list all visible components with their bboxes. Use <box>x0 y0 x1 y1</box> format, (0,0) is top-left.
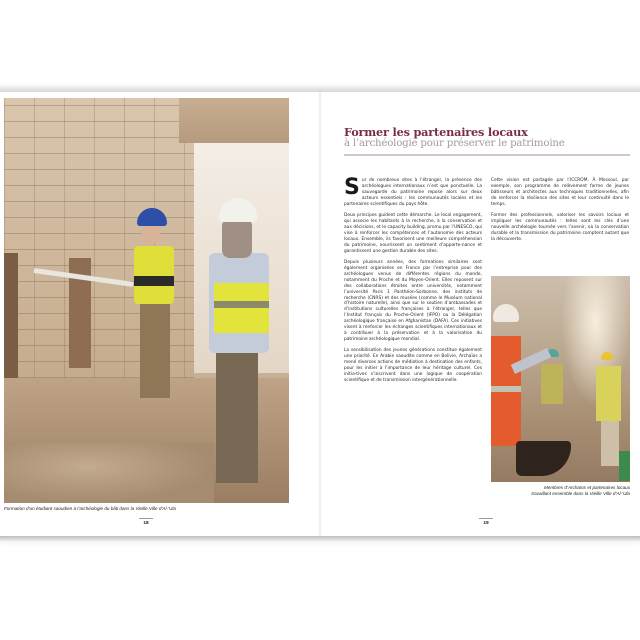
paragraph: Deux principes guident cette démarche. Le local engagement, qui associe les habitants à la recherche, à la conservation et aux décisions, et le capacity building, promu par l’UNESCO, qui vise à renforcer les compétences et l’autonomie des acteurs locaux. Ensemble, ils favorisent une meilleure compréhension du patrimoine, nourrissent un sentiment d’apparte-nance et garantissent une gestion durable des sites. <box>344 213 482 254</box>
page-number-right: 19 <box>474 518 498 526</box>
paragraph: Cette vision est partagée par l’ICCROM. À Mossoul, par exemple, son programme de relèvement forme de jeunes bâtisseurs et architectes aux techniques traditionnelles, afin de renforcer la résilience des sites et leur continuité dans le temps. <box>491 178 629 207</box>
photo-doorway <box>4 253 18 383</box>
left-photo-caption: Formation d’un étudiant saoudien à l’archéologie du bâti dans la Vieille Ville d’Al-‘Ula <box>4 506 176 511</box>
paragraph: Depuis plusieurs années, des formations similaires sont également organisées en France par l’entreprise pour des archéologues venus de différentes régions du monde, notamment du Proche et du Moyen-Orient. Elles reposent sur des collaborations étroites entre universités, notamment l’université Paris 1 Panthéon-Sorbonne, des instituts de recherche (CNRS) et des musées (comme le Muséum national d’histoire naturelle), ainsi que sur le soutien d’ambassades et d’institutions culturelles françaises à l’étranger, telles que l’Institut français du Proche-Orient (IFPO) ou la Délégation archéologique française en Afghanistan (DAFA). Ces initiatives visent à renforcer les échanges scientifiques internationaux et à contribuer à la préservation et à la valorisation du patrimoine archéologique mondial. <box>344 260 482 342</box>
caption-line: Membres d’Archaïos et partenaires locaux <box>543 485 630 490</box>
paragraph: La sensibilisation des jeunes générations constitue également une priorité. En Arabie saoudite comme en Bolivie, Archaïos a mené diverses actions de médiation à destination des enfants, pour les initier à l’importance de leur héritage culturel. Ces initia-tives s’inscrivent dans une logique de coopération scientifique et de transmission intergénérationnelle. <box>344 348 482 383</box>
photo-worker-back-legs <box>601 421 619 466</box>
page-gutter <box>318 92 322 536</box>
caption-line: travaillant ensemble dans la Vieille Ville d’Al-‘Ula <box>531 490 630 496</box>
paragraph <box>344 175 482 208</box>
article-subtitle: à l’archéologie pour préserver le patrimoine <box>344 138 565 149</box>
right-photo-caption <box>491 485 630 496</box>
magazine-spread <box>0 92 640 536</box>
paragraph-text: ur de nombreux sites à l’étranger, la présence des archéologues internationaux n’est que ponctuelle. La sauvegarde du patrimoine repose alors sur deux acteurs essentiels : les communautés locales et les partenaires scientifiques du pays hôte. <box>344 178 482 207</box>
photo-rubble <box>4 443 214 503</box>
page-number-left: 18 <box>134 518 158 526</box>
photo-student-training <box>4 98 289 503</box>
text-column-1 <box>344 175 482 389</box>
photo-worker-back-helmet <box>601 352 613 360</box>
photo-wheelbarrow <box>516 441 571 476</box>
drop-cap: S <box>344 175 360 200</box>
paragraph: Former des professionnels, valoriser les savoirs locaux et impliquer les communautés : telles sont les clés d’une nouvelle archéologie tournée vers l’avenir, où la conservation durable et la transmission du patrimoine comptent autant que la découverte. <box>491 213 629 242</box>
photo-worker-front <box>491 336 521 446</box>
photo-ceiling <box>179 98 289 143</box>
photo-team-working <box>491 276 630 482</box>
photo-worker-mid <box>541 364 563 404</box>
text-column-2 <box>491 178 629 248</box>
photo-worker-back <box>596 366 621 421</box>
article-title: Former les partenaires locaux <box>344 125 528 139</box>
title-divider <box>344 154 630 156</box>
photo-crate <box>619 451 630 481</box>
photo-worker-front-helmet <box>493 304 519 322</box>
